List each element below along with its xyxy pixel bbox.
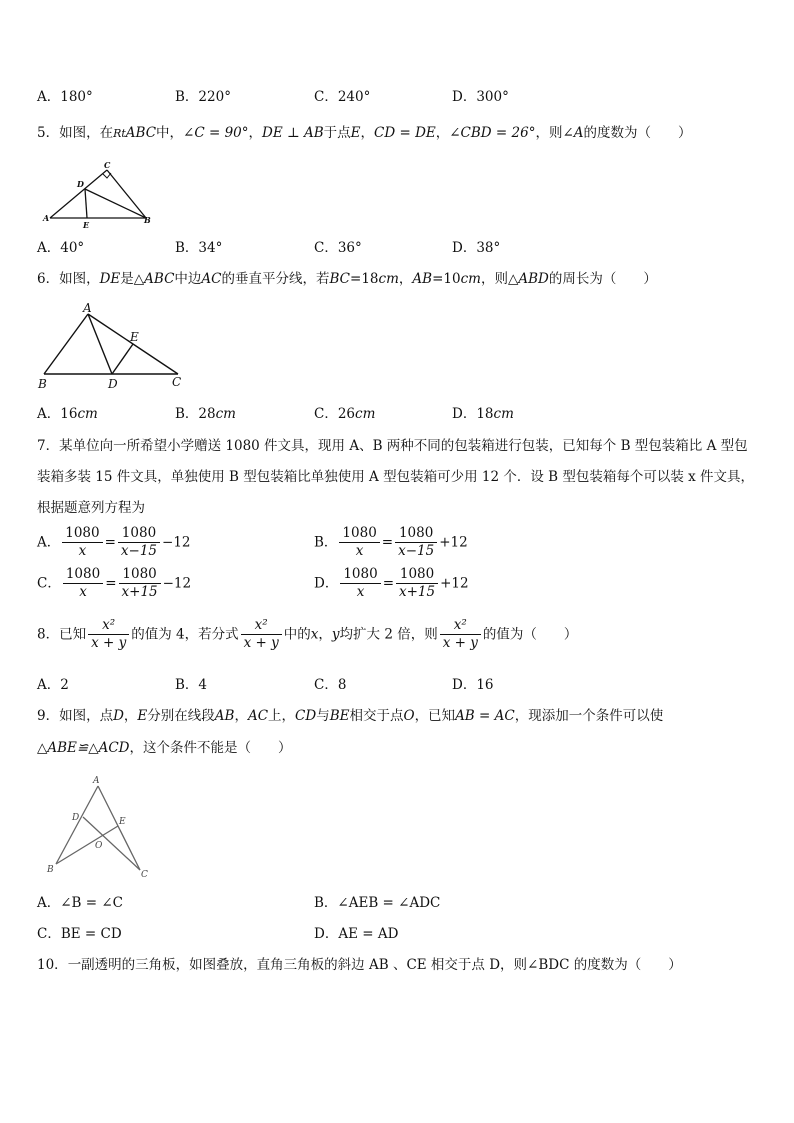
q9-label-b: B (47, 865, 54, 875)
q5-option-b: B．34° (175, 240, 223, 256)
q6-option-c: C．26cm (314, 406, 376, 422)
q6-label-a: A (83, 301, 92, 315)
q9-line-1: 9．如图，点D，E分别在线段AB，AC上，CD与BE相交于点O，已知AB = AC，现添加一个条件可以使 (37, 708, 664, 724)
q9-label-e: E (119, 817, 126, 827)
q9-label-d: D (72, 813, 80, 823)
q9-option-a: A．∠B = ∠C (37, 895, 124, 911)
q4-option-c: C．240° (314, 89, 371, 105)
q4-option-d: D．300° (452, 89, 509, 105)
q9-label-o: O (95, 841, 103, 851)
q10-stem: 10．一副透明的三角板，如图叠放，直角三角板的斜边 AB 、CE 相交于点 D，则∠BDC 的度数为（ ） (37, 957, 682, 973)
q9-option-c: C．BE = CD (37, 926, 122, 942)
q9-label-c: C (141, 870, 148, 880)
q6-stem: 6．如图，DE是△ABC中边AC的垂直平分线，若BC=18cm，AB=10cm，则△ABD的周长为（ ） (37, 271, 657, 287)
q8-option-b: B．4 (175, 677, 208, 693)
q9-option-b: B．∠AEB = ∠ADC (314, 895, 441, 911)
q5-option-d: D．38° (452, 240, 501, 256)
q5-stem: 5．如图，在RtABC中，∠C = 90°，DE ⊥ AB于点E，CD = DE，∠CBD = 26°，则∠A的度数为（ ） (37, 125, 692, 141)
q5-label-a: A (43, 213, 50, 223)
q6-figure (36, 300, 196, 392)
q5-number: 5． (37, 125, 60, 141)
q6-option-d: D．18cm (452, 406, 514, 422)
q8-option-c: C．8 (314, 677, 347, 693)
q5-option-c: C．36° (314, 240, 362, 256)
q8-stem: 8．已知 $\frac{\text{x²}}{x + y}$ 的值为 4，若分式 $\frac{\text{x²}}{x + y}$ 中的x，y均扩大 2 倍，则 $\frac{\text{x²}}{x + y}$ 的值为（ ） (37, 617, 578, 651)
q8-option-d: D．16 (452, 677, 494, 693)
q4-option-a: A．180° (37, 89, 93, 105)
q5-option-a: A．40° (37, 240, 85, 256)
q7-option-c: C． $\frac{1080}{x}$ = $\frac{1080}{x+15}$ −12 (37, 566, 192, 600)
q6-label-d: D (108, 377, 118, 391)
q9-label-a: A (93, 776, 100, 786)
q9-option-d: D．AE = AD (314, 926, 399, 942)
q9-line-2: △ABE≌△ACD，这个条件不能是（ ） (37, 740, 292, 756)
q7-line-3: 根据题意列方程为 (37, 500, 145, 516)
q7-option-a: A． $\frac{1080}{x}$ = $\frac{1080}{x-15}$ −12 (37, 525, 191, 559)
q5-label-b: B (144, 215, 151, 225)
q7-line-2: 装箱多装 15 件文具，单独使用 B 型包装箱比单独使用 A 型包装箱可少用 12 个．设 B 型包装箱每个可以装 x 件文具， (37, 469, 755, 485)
q6-label-c: C (172, 375, 182, 389)
q8-option-a: A．2 (37, 677, 69, 693)
q5-figure (40, 160, 160, 232)
q5-label-e: E (83, 220, 90, 230)
q9-figure (40, 772, 160, 882)
q6-option-b: B．28cm (175, 406, 236, 422)
q4-option-b: B．220° (175, 89, 231, 105)
q7-option-d: D． $\frac{1080}{x}$ = $\frac{1080}{x+15}$ +12 (314, 566, 469, 600)
q5-label-c: C (104, 160, 111, 170)
q7-line-1: 7．某单位向一所希望小学赠送 1080 件文具，现用 A、B 两种不同的包装箱进行包装，已知每个 B 型包装箱比 A 型包 (37, 438, 748, 454)
q5-label-d: D (77, 179, 84, 189)
q6-label-e: E (130, 330, 139, 344)
q6-label-b: B (38, 377, 47, 391)
q7-option-b: B． $\frac{1080}{x}$ = $\frac{1080}{x-15}$ +12 (314, 525, 468, 559)
q6-option-a: A．16cm (37, 406, 98, 422)
